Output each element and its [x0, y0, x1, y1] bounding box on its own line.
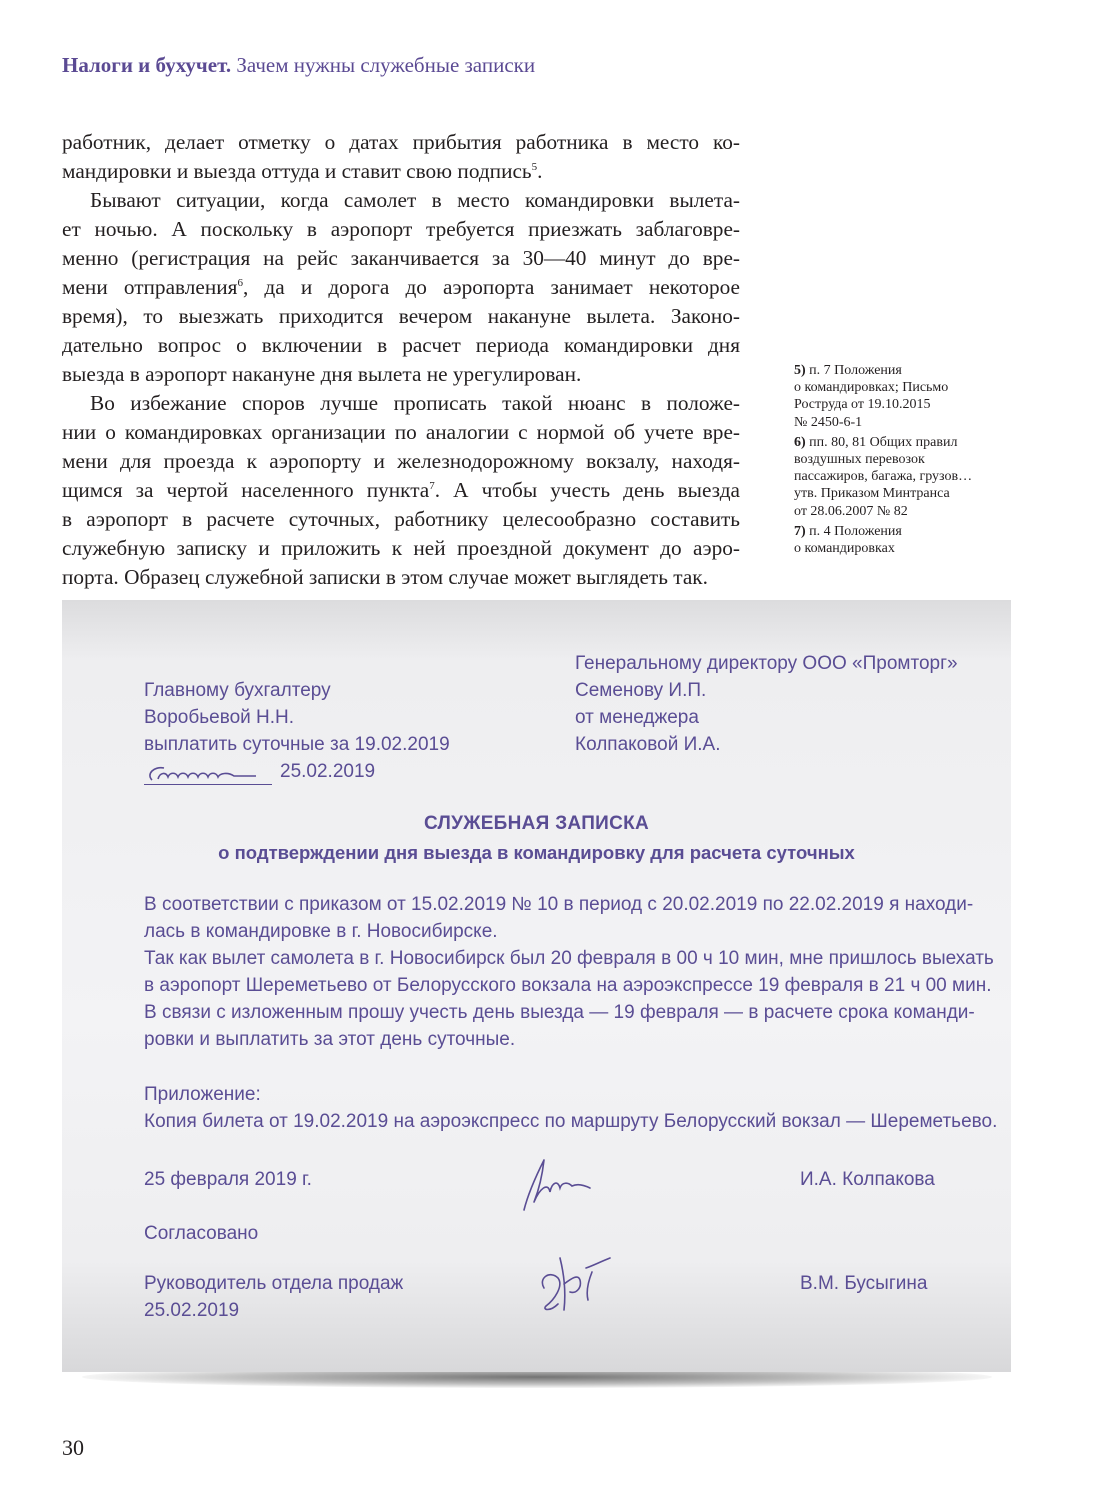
running-head-title: Зачем нужны служебные записки	[236, 53, 536, 77]
head-date: 25.02.2019	[144, 1300, 240, 1321]
text-line: ет ночью. А поскольку в аэропорт требуется приезжать заблаговре-	[62, 217, 740, 241]
attachment-text: Копия билета от 19.02.2019 на аэроэкспресс по маршруту Белорусский вокзал — Шереметьево.	[144, 1111, 998, 1132]
footnote-7: 7) п. 4 Положения о командировках	[794, 523, 902, 557]
running-head-section: Налоги и бухучет.	[62, 53, 232, 77]
footnote-number: 6)	[794, 434, 806, 450]
footnote-number: 7)	[794, 523, 806, 539]
footnotes	[794, 362, 1034, 560]
head-title: Руководитель отдела продаж	[144, 1273, 404, 1294]
memo-date: 25 февраля 2019 г.	[144, 1169, 312, 1190]
article-body	[62, 128, 740, 592]
memo-line: Так как вылет самолета в г. Новосибирск был 20 февраля в 00 ч 10 мин, мне пришлось выехать	[144, 948, 994, 969]
page-number: 30	[62, 1435, 84, 1460]
memo-line: ровки и выплатить за этот день суточные.	[144, 1029, 516, 1050]
paragraph-3	[62, 389, 740, 592]
attachment-label: Приложение:	[144, 1084, 261, 1105]
signature-icon	[144, 760, 272, 786]
footnote-6: 6) пп. 80, 81 Общих правил воздушных перевозок пассажиров, багажа, грузов… утв. Приказом Минтранса от 28.06.2007 № 82	[794, 434, 973, 519]
text-line: время), то выезжать приходится вечером накануне вылета. Законо-	[62, 304, 740, 328]
memo-text	[144, 891, 994, 1053]
head-signature-icon	[530, 1248, 620, 1320]
text-line: в аэропорт в расчете суточных, работнику целесообразно составить	[62, 507, 740, 531]
text-line: мени отправления$^6$, да и дорога до аэропорта занимает некоторое	[62, 275, 740, 299]
director-signature	[144, 764, 272, 785]
text-line: работник, делает отметку о датах прибытия работника в место ко-	[62, 130, 740, 154]
text-line: служебную записку и приложить к ней проездной документ до аэро-	[62, 536, 740, 560]
text-line: выезда в аэропорт накануне дня вылета не урегулирован.	[62, 362, 582, 386]
text-line: Во избежание споров лучше прописать такой нюанс в положе-	[90, 391, 740, 415]
running-head	[62, 53, 535, 78]
text-line: нии о командировках организации по аналогии с нормой об учете вре-	[62, 420, 740, 444]
memo-author-name: И.А. Колпакова	[800, 1169, 935, 1190]
memo-agreed: Согласовано	[144, 1223, 259, 1244]
resolution-date: 25.02.2019	[280, 761, 376, 782]
memo-head-sales	[144, 1270, 403, 1324]
text-line: порта. Образец служебной записки в этом случае может выглядеть так.	[62, 565, 708, 589]
paragraph-1	[62, 128, 740, 186]
text-line: мени для проезда к аэропорту и железнодорожному вокзалу, находя-	[62, 449, 740, 473]
memo-resolution: Главному бухгалтеру Воробьевой Н.Н. выплатить суточные за 19.02.2019 25.02.2019	[144, 677, 450, 785]
footnote-ref[interactable]: 7	[429, 479, 435, 492]
text-line: дательно вопрос о включении в расчет периода командировки дня	[62, 333, 740, 357]
memo-line: В соответствии с приказом от 15.02.2019 № 10 в период с 20.02.2019 по 22.02.2019 я находи-	[144, 894, 974, 915]
paragraph-2	[62, 186, 740, 389]
memo-addressee: Генеральному директору ООО «Промторг» Семенову И.П. от менеджера Колпаковой И.А.	[575, 653, 958, 755]
text-line: мандировки и выезда оттуда и ставит свою подпись$^5$.	[62, 159, 543, 183]
memo-line: в аэропорт Шереметьево от Белорусского вокзала на аэроэкспрессе 19 февраля в 21 ч 00 мин.	[144, 975, 992, 996]
memo-subtitle: о подтверждении дня выезда в командировку для расчета суточных	[218, 842, 855, 863]
memo-attachment	[144, 1081, 997, 1135]
memo-line: лась в командировке в г. Новосибирске.	[144, 921, 498, 942]
text-line: Бывают ситуации, когда самолет в место командировки вылета-	[90, 188, 740, 212]
text-line: менно (регистрация на рейс заканчивается за 30—40 минут до вре-	[62, 246, 740, 270]
footnote-number: 5)	[794, 363, 806, 378]
footnote-ref[interactable]: 5	[531, 160, 538, 173]
footnote-5: 5) п. 7 Положения о командировках; Письмо Роструда от 19.10.2015 № 2450-6-1	[794, 363, 949, 430]
memo-line: В связи с изложенным прошу учесть день выезда — 19 февраля — в расчете срока команди-	[144, 1002, 975, 1023]
memo-head-name: В.М. Бусыгина	[800, 1273, 928, 1294]
text-line: щимся за чертой населенного пункта$^7$. А чтобы учесть день выезда	[62, 478, 740, 502]
author-signature-icon	[514, 1152, 598, 1216]
memo-title-block	[62, 810, 1011, 867]
footnote-ref[interactable]: 6	[237, 276, 243, 289]
memo-title: СЛУЖЕБНАЯ ЗАПИСКА	[423, 813, 650, 834]
